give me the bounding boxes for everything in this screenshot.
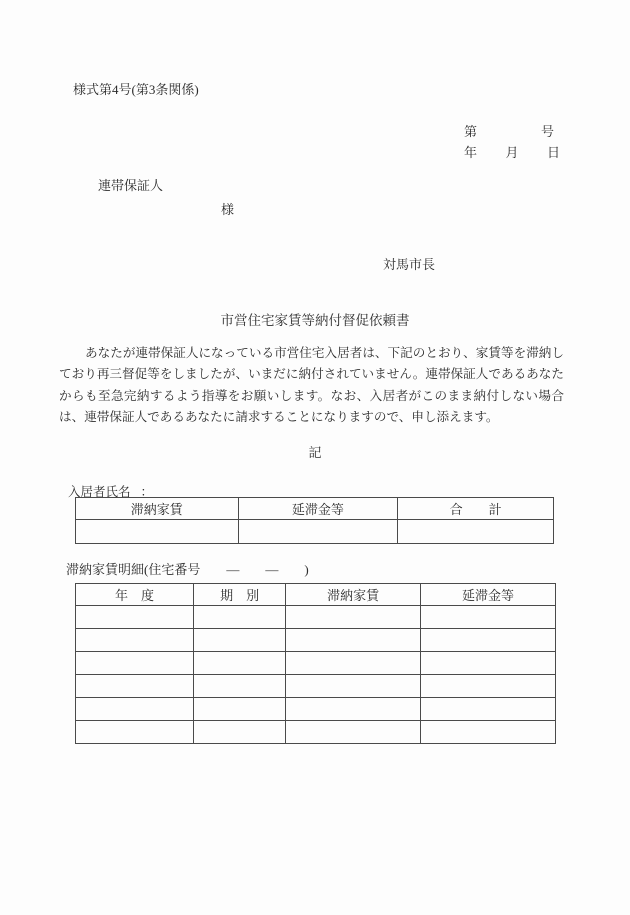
empty-cell [76, 606, 194, 629]
detail-table-header-row [76, 584, 556, 606]
empty-cell [286, 629, 421, 652]
form-number-label: 様式第4号(第3条関係) [73, 82, 199, 97]
empty-cell [76, 652, 194, 675]
detail-header-late-fees: 延滞金等 [421, 584, 556, 606]
empty-cell [421, 675, 556, 698]
doc-number-suffix: 号 [540, 124, 554, 139]
summary-header-arrears-rent: 滞納家賃 [76, 498, 239, 520]
summary-header-total: 合 計 [398, 498, 554, 520]
body-paragraph: あなたが連帯保証人になっている市営住宅入居者は、下記のとおり、家賃等を滞納しており再三督促等をしましたが、いまだに納付されていません。連帯保証人であるあなたからも至急完納するよう指導をお願いします。なお、入居者がこのまま納付しない場合は、連帯保証人であるあなたに請求することになりますので、申し添えます。 [59, 346, 564, 425]
date-line [464, 142, 560, 161]
empty-cell [286, 606, 421, 629]
empty-cell [194, 652, 286, 675]
detail-table [75, 583, 556, 744]
table-row [76, 606, 556, 629]
empty-cell [286, 675, 421, 698]
tenant-name-label: 入居者氏名 [68, 485, 131, 499]
empty-cell [286, 652, 421, 675]
empty-cell [194, 606, 286, 629]
summary-header-late-fees: 延滞金等 [238, 498, 398, 520]
summary-table-header-row [76, 498, 554, 520]
table-row [76, 721, 556, 744]
table-row [76, 520, 554, 544]
detail-section-label: 滞納家賃明細(住宅番号 ― ― ) [66, 562, 309, 577]
day-label: 日 [546, 145, 560, 160]
summary-table-body [76, 520, 554, 544]
detail-header-period: 期 別 [194, 584, 286, 606]
empty-cell [194, 675, 286, 698]
empty-cell [194, 629, 286, 652]
table-row [76, 698, 556, 721]
recipient-honorific: 様 [221, 202, 235, 217]
empty-cell [76, 520, 239, 544]
detail-table-body [76, 606, 556, 744]
document-title: 市営住宅家賃等納付督促依頼書 [220, 313, 410, 328]
table-row [76, 652, 556, 675]
table-row [76, 675, 556, 698]
empty-cell [421, 606, 556, 629]
empty-cell [286, 698, 421, 721]
tenant-name-colon: ： [140, 485, 154, 499]
empty-cell [76, 721, 194, 744]
detail-header-fiscal-year: 年 度 [76, 584, 194, 606]
sender-title: 対馬市長 [383, 257, 436, 272]
empty-cell [421, 652, 556, 675]
doc-number-prefix: 第 [464, 124, 478, 139]
month-label: 月 [505, 145, 519, 160]
year-label: 年 [464, 145, 478, 160]
summary-table [75, 497, 554, 544]
empty-cell [421, 698, 556, 721]
detail-header-arrears-rent: 滞納家賃 [286, 584, 421, 606]
empty-cell [76, 698, 194, 721]
guarantor-label: 連帯保証人 [98, 178, 164, 193]
empty-cell [238, 520, 398, 544]
empty-cell [421, 721, 556, 744]
empty-cell [76, 675, 194, 698]
empty-cell [76, 629, 194, 652]
empty-cell [421, 629, 556, 652]
doc-number-line [464, 121, 554, 140]
ki-heading: 記 [308, 445, 322, 460]
empty-cell [398, 520, 554, 544]
empty-cell [194, 721, 286, 744]
empty-cell [286, 721, 421, 744]
table-row [76, 629, 556, 652]
empty-cell [194, 698, 286, 721]
